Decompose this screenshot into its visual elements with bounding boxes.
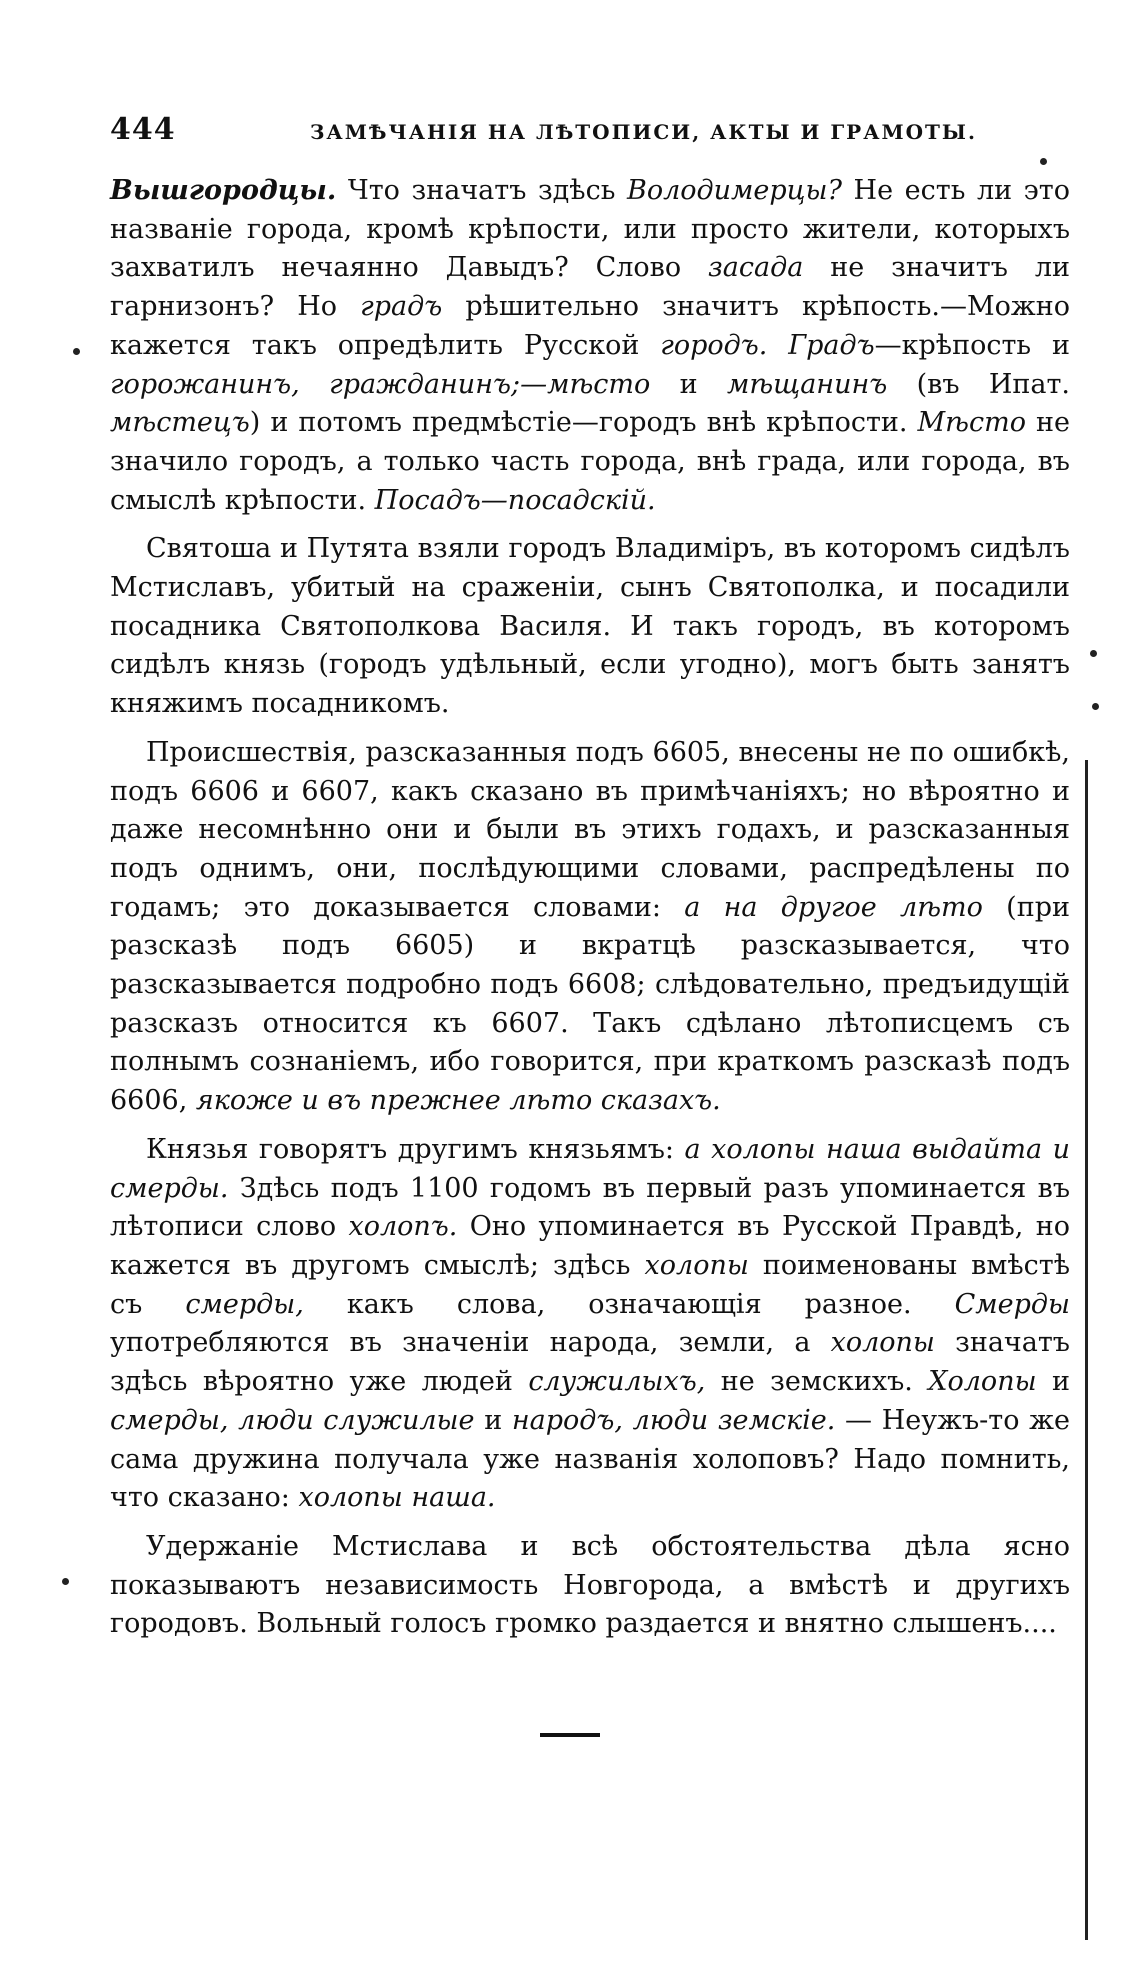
text-run: смерды, люди служилые: [110, 1404, 475, 1436]
margin-dot: [1040, 158, 1047, 165]
text-run: употребляются въ значеніи народа, земли, а: [110, 1327, 831, 1359]
text-run: не значитъ ли гарнизонъ? Но: [110, 252, 1070, 323]
text-run: рѣшительно значитъ крѣпость.—Можно кажется такъ опредѣлить Русской: [110, 291, 1070, 361]
text-run: а на другое лѣто: [684, 891, 983, 923]
paragraph-5: [110, 1528, 1070, 1644]
text-run: —крѣпость и: [874, 329, 1070, 361]
text-run: служилыхъ,: [528, 1366, 706, 1398]
text-run: холопы: [644, 1249, 749, 1281]
paragraph-2: [110, 530, 1070, 724]
text-run: холопы наша.: [298, 1482, 496, 1514]
text-run: Вышгородцы.: [110, 175, 337, 206]
paragraph-4: [110, 1131, 1070, 1518]
margin-dot: [1092, 703, 1099, 710]
end-rule: [540, 1733, 600, 1737]
text-run: и: [474, 1404, 512, 1436]
text-run: ) и потомъ предмѣстіе—городъ внѣ крѣпости.: [249, 407, 918, 439]
text-run: Здѣсь подъ 1100 годомъ въ первый разъ упоминается въ лѣтописи слово: [110, 1172, 1070, 1243]
margin-line: [1085, 760, 1088, 1940]
text-run: городъ. Градъ: [660, 329, 875, 361]
text-run: холопы: [830, 1327, 935, 1359]
text-run: какъ слова, означающія разное.: [303, 1288, 955, 1320]
text-run: Князья говорятъ другимъ князьямъ:: [146, 1133, 685, 1165]
text-run: а холопы наша выдайта и смерды.: [110, 1133, 1071, 1204]
text-run: не земскихъ.: [705, 1366, 929, 1398]
text-run: Холопы: [928, 1366, 1037, 1398]
text-run: народъ, люди земскіе.: [511, 1404, 836, 1436]
text-run: Посадъ—посадскій.: [374, 484, 656, 516]
text-run: смерды,: [185, 1288, 304, 1320]
text-run: холопъ.: [348, 1211, 458, 1243]
text-run: Святоша и Путята взяли городъ Владиміръ, въ которомъ сидѣлъ Мстиславъ, убитый на сраженіи, сынъ Святополка, и посадили посадника Святополкова Василя. И такъ городъ, въ которомъ сидѣлъ князь (городъ удѣльный, если угодно), могъ быть занятъ княжимъ посадникомъ.: [110, 533, 1070, 720]
text-run: Володимерцы?: [626, 175, 842, 206]
body-text: [110, 172, 1070, 1654]
text-run: Что значатъ здѣсь: [336, 175, 627, 206]
text-run: якоже и въ прежнее лѣто сказахъ.: [195, 1085, 721, 1117]
text-run: Смерды: [954, 1288, 1070, 1320]
text-run: поименованы вмѣстѣ съ: [110, 1249, 1070, 1320]
text-run: Удержаніе Мстислава и всѣ обстоятельства дѣла ясно показываютъ независимость Новгорода, а вмѣстѣ и другихъ городовъ. Вольный голосъ громко раздается и внятно слышенъ....: [110, 1530, 1070, 1640]
text-run: горожанинъ, гражданинъ;—мѣсто: [110, 368, 651, 400]
text-run: засада: [708, 252, 804, 284]
margin-dot: [1090, 650, 1097, 657]
page-number: 444: [110, 112, 176, 147]
margin-dot: [62, 1578, 69, 1585]
paragraph-1: [110, 172, 1070, 520]
running-title: ЗАМѢЧАНІЯ НА ЛѢТОПИСИ, АКТЫ И ГРАМОТЫ.: [310, 120, 977, 144]
text-run: Не есть ли это названіе города, кромѣ крѣпости, или просто жители, которыхъ захватилъ нечаянно Давыдъ? Слово: [110, 175, 1070, 284]
text-run: Оно упоминается въ Русской Правдѣ, но кажется въ другомъ смыслѣ; здѣсь: [110, 1211, 1070, 1281]
paragraph-3: [110, 734, 1070, 1121]
margin-dot: [73, 348, 80, 355]
text-run: значатъ здѣсь вѣроятно уже людей: [110, 1327, 1070, 1398]
text-run: не значило городъ, а только часть города, внѣ града, или города, въ смыслѣ крѣпости.: [110, 407, 1070, 516]
text-run: и: [650, 368, 727, 400]
text-run: (въ Ипат.: [887, 368, 1070, 400]
page-header: [110, 112, 1070, 152]
text-run: мѣщанинъ: [726, 368, 888, 400]
text-run: мѣстецъ: [110, 407, 250, 439]
text-run: Мѣсто: [917, 407, 1026, 439]
text-run: Происшествія, разсказанныя подъ 6605, внесены не по ошибкѣ, подъ 6606 и 6607, какъ сказано въ примѣчаніяхъ; но вѣроятно и даже несомнѣнно они и были въ этихъ годахъ, и разсказанныя подъ однимъ, они, послѣдующими словами, распредѣлены по годамъ; это доказывается словами:: [110, 736, 1070, 923]
text-run: — Неужъ-то же сама дружина получала уже названія холоповъ? Надо помнить, что сказано:: [110, 1404, 1070, 1514]
text-run: и: [1036, 1366, 1070, 1398]
text-run: (при разсказѣ подъ 6605) и вкратцѣ разсказывается, что разсказывается подробно подъ 6608; слѣдовательно, предъидущій разсказъ относится къ 6607. Такъ сдѣлано лѣтописцемъ съ полнымъ сознаніемъ, ибо говорится, при краткомъ разсказѣ подъ 6606,: [110, 891, 1070, 1117]
text-run: градъ: [360, 291, 443, 323]
